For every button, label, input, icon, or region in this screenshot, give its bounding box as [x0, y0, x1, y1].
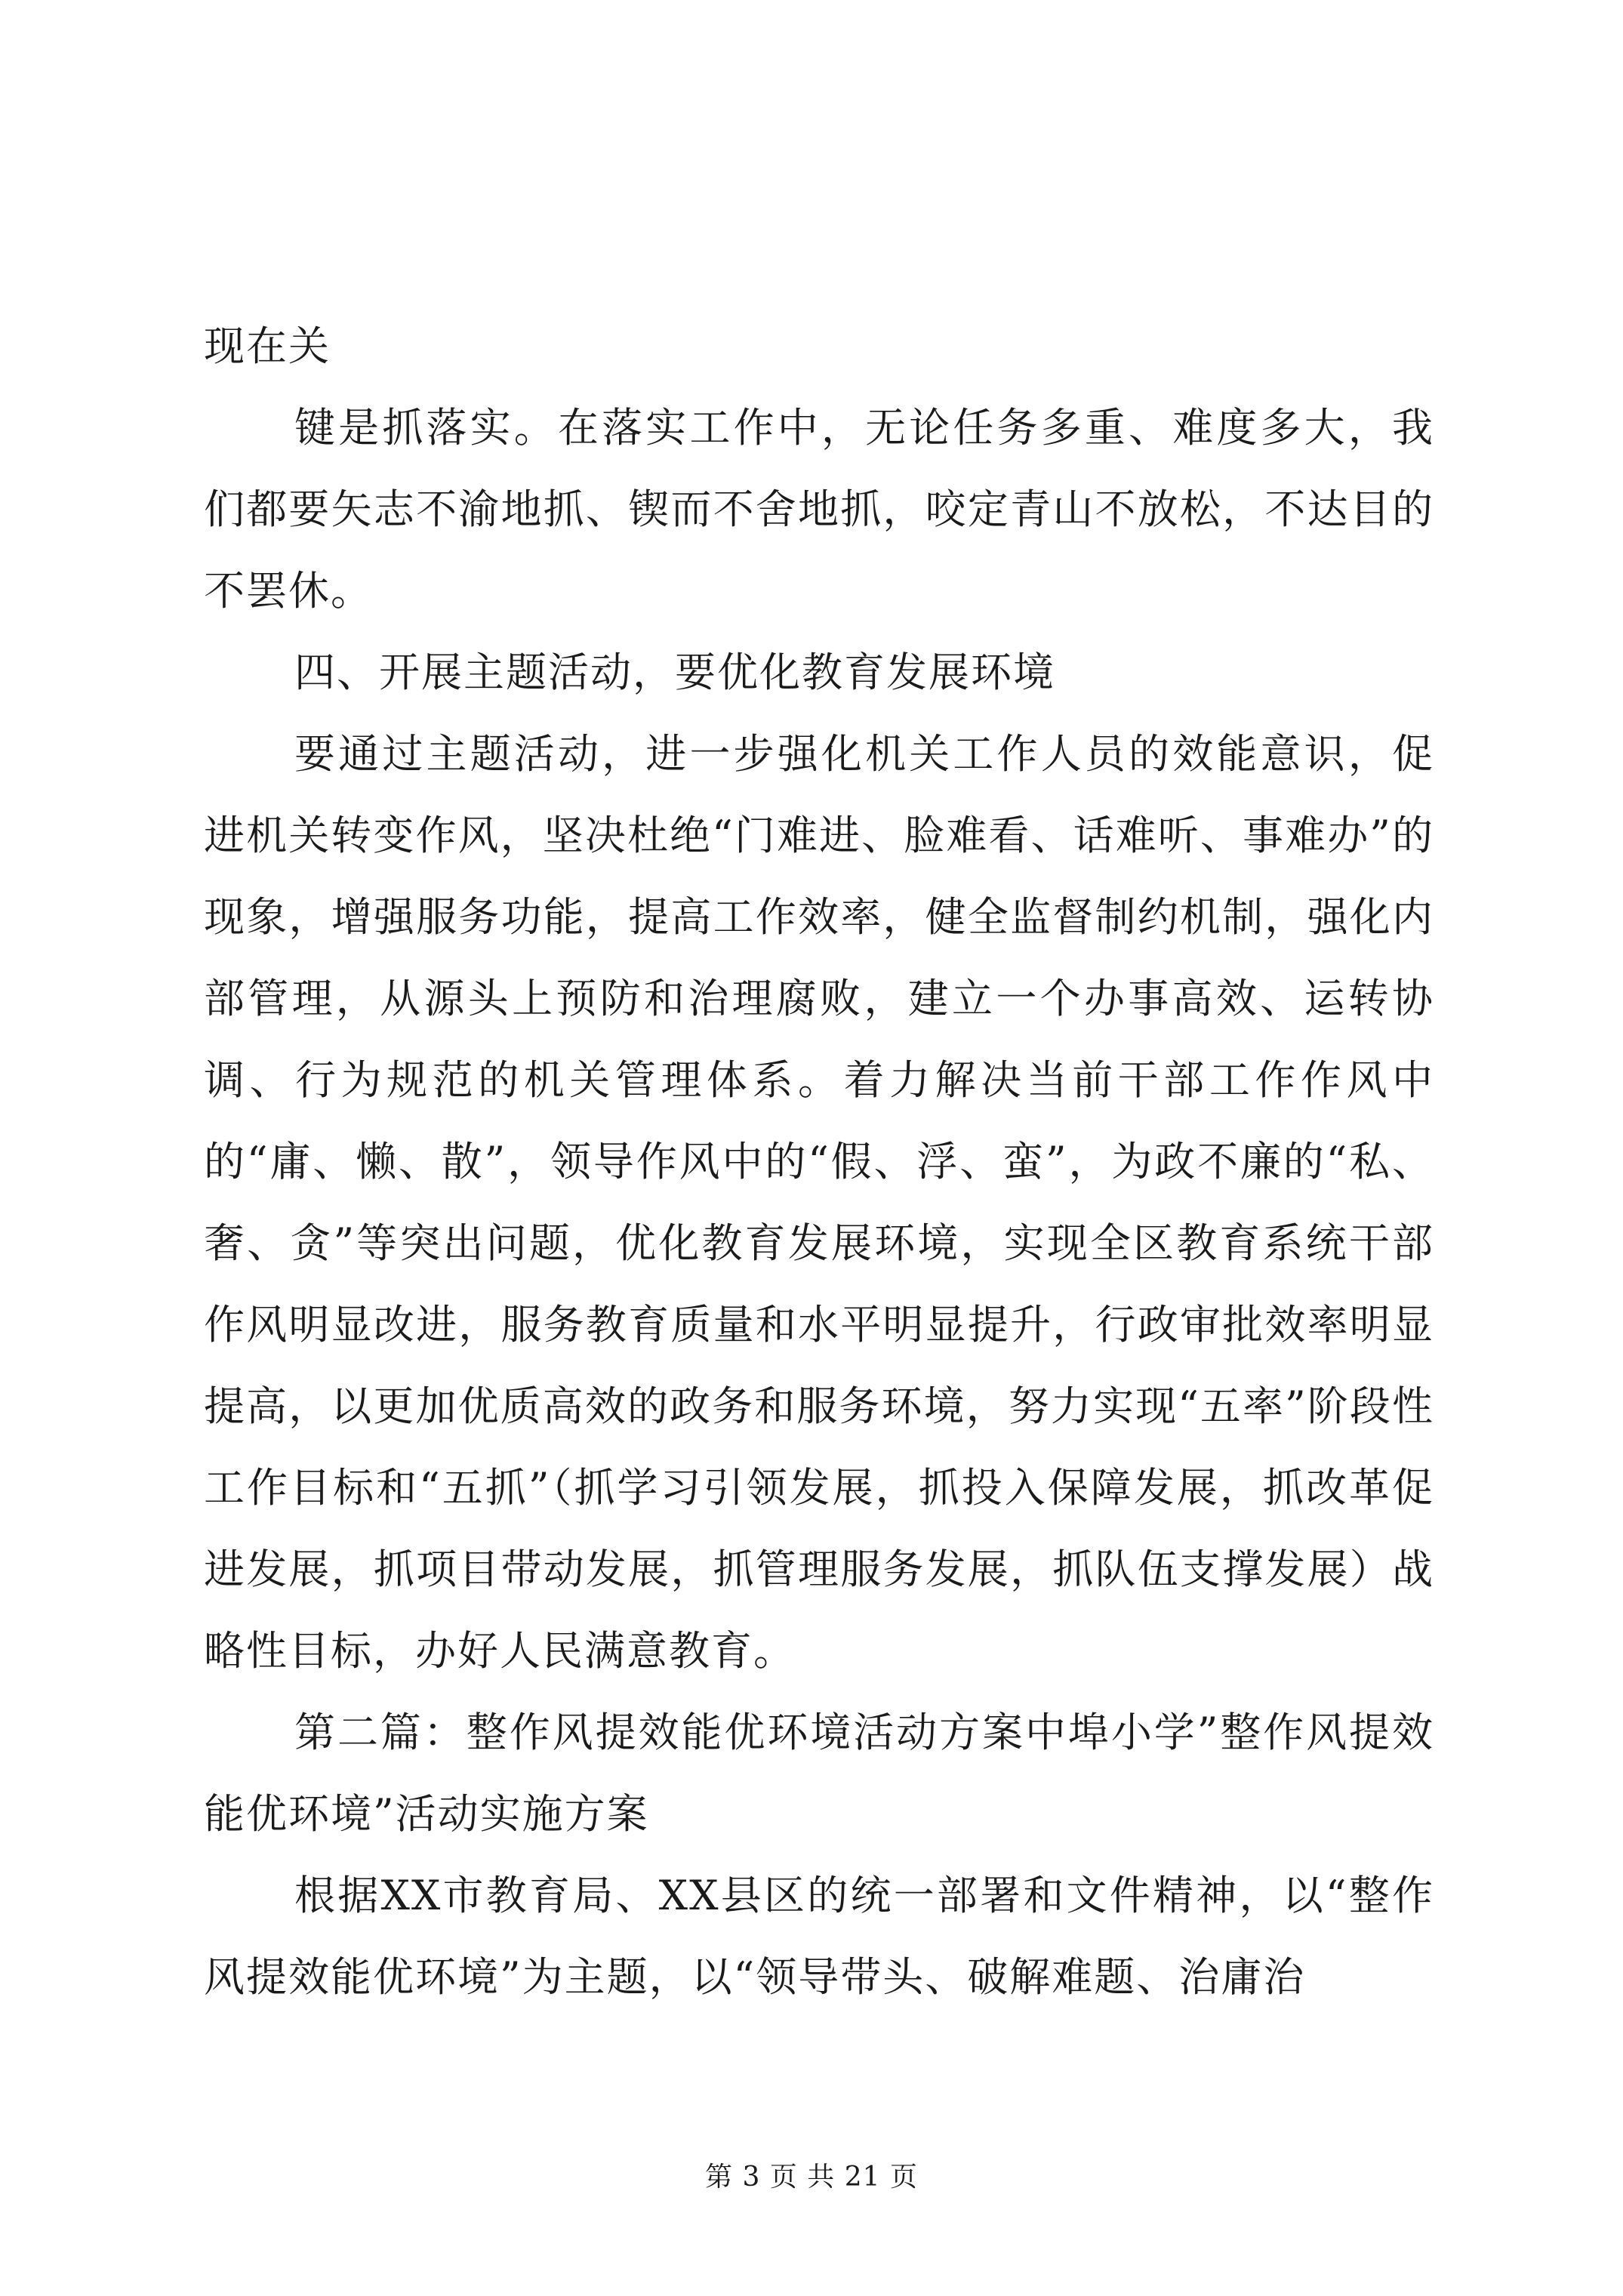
chapter-heading-part-two: 第二篇：整作风提效能优环境活动方案中埠小学”整作风提效能优环境”活动实施方案	[204, 1709, 1434, 1838]
paragraph-according-to: 根据XX市教育局、XX县区的统一部署和文件精神，以“整作风提效能优环境”为主题，以“领导带头、破解难题、治庸治	[204, 1872, 1434, 2001]
paragraph-continued-heading: 现在关	[204, 322, 331, 370]
paragraph-implementation: 键是抓落实。在落实工作中，无论任务多重、难度多大，我们都要矢志不渝地抓、锲而不舍地抓，咬定青山不放松，不达目的不罢休。	[204, 404, 1434, 615]
paragraph-activity-goals: 要通过主题活动，进一步强化机关工作人员的效能意识，促进机关转变作风，坚决杜绝“门难进、脸难看、话难听、事难办”的现象，增强服务功能，提高工作效率，健全监督制约机制，强化内部管理，从源头上预防和治理腐败，建立一个办事高效、运转协调、行为规范的机关管理体系。着力解决当前干部工作作风中的“庸、懒、散”，领导作风中的“假、浮、蛮”，为政不廉的“私、奢、贪”等突出问题，优化教育发展环境，实现全区教育系统干部作风明显改进，服务教育质量和水平明显提升，行政审批效率明显提高，以更加优质高效的政务和服务环境，努力实现“五率”阶段性工作目标和“五抓”（抓学习引领发展，抓投入保障发展，抓改革促进发展，抓项目带动发展，抓管理服务发展，抓队伍支撑发展）战略性目标，办好人民满意教育。	[204, 730, 1434, 1675]
document-body	[204, 306, 1434, 2018]
page-number-footer: 第 3 页 共 21 页	[705, 2162, 918, 2193]
section-heading-four: 四、开展主题活动，要优化教育发展环境	[294, 649, 1055, 696]
